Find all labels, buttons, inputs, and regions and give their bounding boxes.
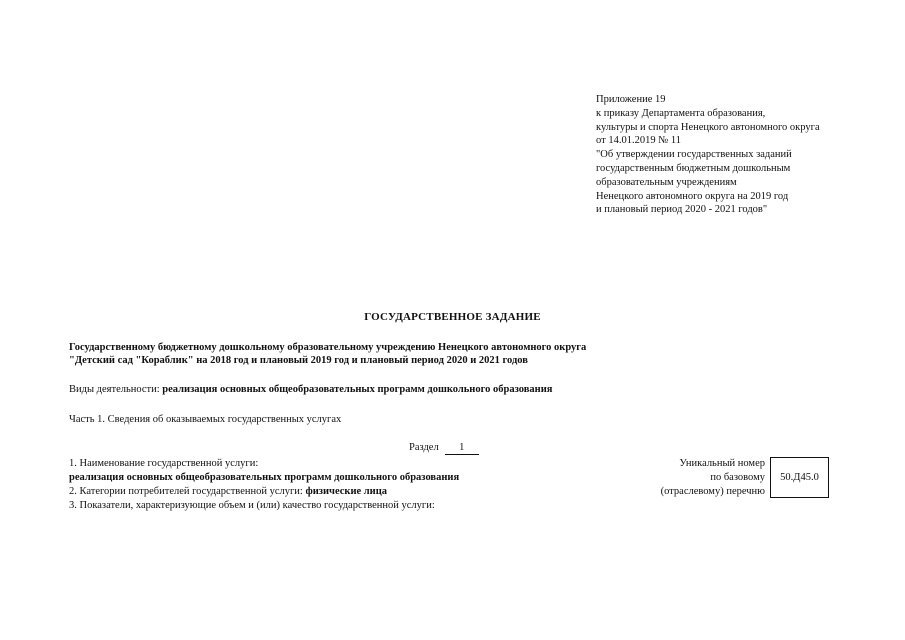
section-number: 1 xyxy=(445,442,479,455)
appendix-line: Ненецкого автономного округа на 2019 год xyxy=(596,190,789,202)
unique-number-code-box xyxy=(770,457,829,498)
consumers-value: физические лица xyxy=(305,486,388,497)
consumers-line xyxy=(69,485,387,498)
appendix-line: от 14.01.2019 № 11 xyxy=(596,135,681,147)
unique-number-label-1: Уникальный номер xyxy=(679,458,765,469)
appendix-line: "Об утверждении государственных заданий xyxy=(596,149,792,161)
appendix-line: Приложение 19 xyxy=(596,94,666,105)
activity-label: Виды деятельности: xyxy=(69,384,163,395)
appendix-line: и плановый период 2020 - 2021 годов" xyxy=(596,204,768,216)
part-heading: Часть 1. Сведения об оказываемых государственных услугах xyxy=(69,414,342,425)
activity-types xyxy=(69,383,552,396)
unique-number-code: 50.Д45.0 xyxy=(780,472,819,483)
indicators-label: 3. Показатели, характеризующие объем и (или) качество государственной услуги: xyxy=(69,500,435,511)
recipient-line-1: Государственному бюджетному дошкольному образовательному учреждению Ненецкого автономного округа xyxy=(69,342,587,353)
appendix-line: образовательным учреждениям xyxy=(596,176,737,188)
unique-number-label-2: по базовому xyxy=(710,472,765,483)
service-name-value: реализация основных общеобразовательных программ дошкольного образования xyxy=(69,472,460,483)
section-heading xyxy=(409,441,479,455)
service-name-label: 1. Наименование государственной услуги: xyxy=(69,458,259,469)
appendix-line: государственным бюджетным дошкольным xyxy=(596,162,791,174)
consumers-label: 2. Категории потребителей государственной услуги: xyxy=(69,486,306,497)
recipient-line-2: "Детский сад "Кораблик" на 2018 год и плановый 2019 год и плановый период 2020 и 2021 годов xyxy=(69,355,528,366)
unique-number-label-3: (отраслевому) перечню xyxy=(660,486,765,497)
document-title: ГОСУДАРСТВЕННОЕ ЗАДАНИЕ xyxy=(364,311,541,323)
appendix-line: к приказу Департамента образования, xyxy=(596,107,766,119)
appendix-block xyxy=(596,93,820,217)
activity-value: реализация основных общеобразовательных программ дошкольного образования xyxy=(162,384,553,395)
appendix-line: культуры и спорта Ненецкого автономного округа xyxy=(596,121,820,133)
section-label: Раздел xyxy=(409,442,439,453)
